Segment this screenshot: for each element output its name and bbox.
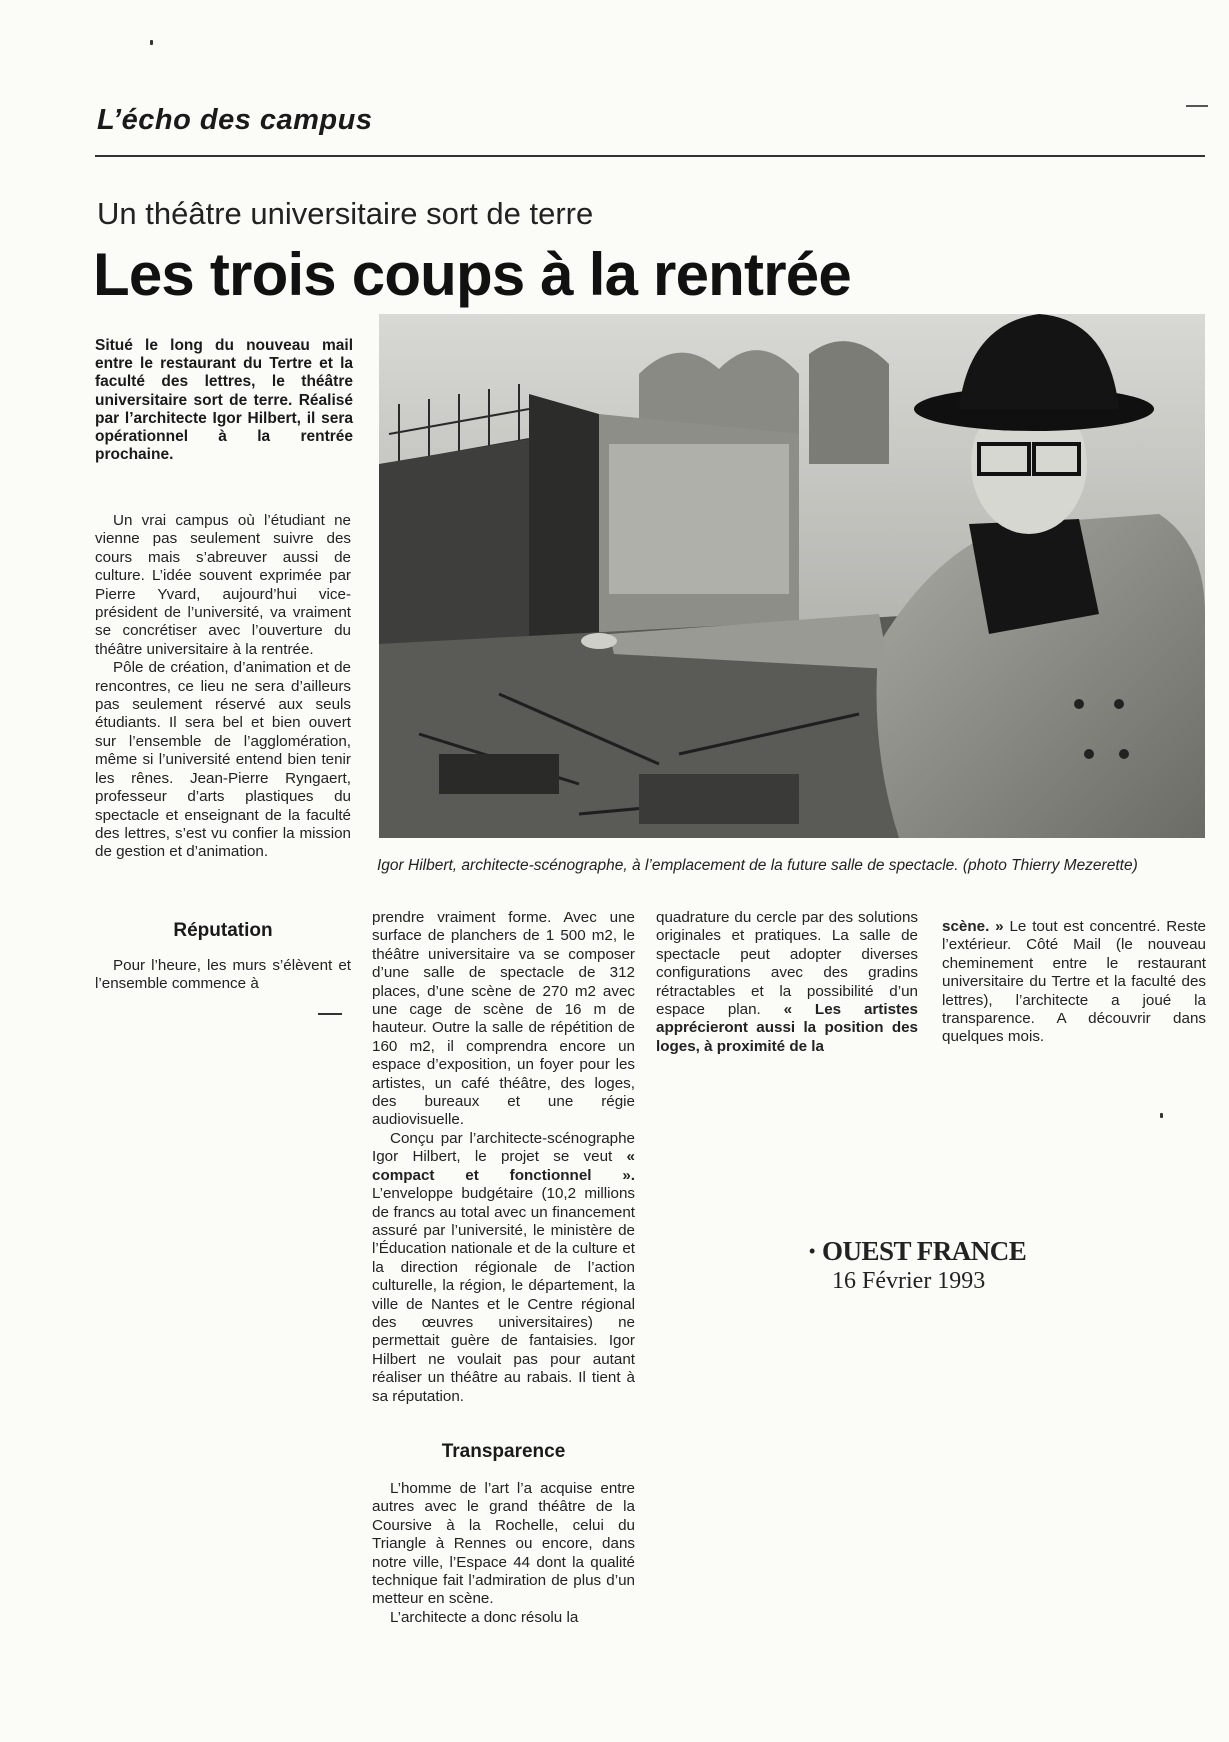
source-bullet: • bbox=[809, 1241, 816, 1261]
column-3 bbox=[656, 909, 918, 1056]
column-1-end bbox=[95, 957, 351, 994]
paragraph: L’homme de l’art l’a acquise entre autres avec le grand théâtre de la Coursive à la Rochelle, celui du Triangle à Rennes ou encore, dans notre ville, l’Espace 44 dont la qualité technique fait l’admiration de plus d’un metteur en scène. bbox=[372, 1480, 635, 1608]
article-photo bbox=[379, 314, 1205, 838]
source-name: OUEST FRANCE bbox=[822, 1236, 1027, 1266]
source-date: 16 Février 1993 bbox=[832, 1268, 986, 1294]
rubric-title: L’écho des campus bbox=[97, 104, 373, 136]
paragraph bbox=[942, 918, 1206, 1047]
paragraph bbox=[372, 1130, 635, 1406]
column-2 bbox=[372, 909, 635, 1406]
subhead-reputation: Réputation bbox=[173, 920, 273, 941]
quote-bold: « compact et fonctionnel ». bbox=[372, 1148, 635, 1184]
paragraph: Pôle de création, d’animation et de rencontres, ce lieu ne sera d’ailleurs pas seulement réservé aux seuls étudiants. Il sera bel et bien ouvert sur l’ensemble de l’agglomération, même si l’université entend bien tenir les rênes. Jean-Pierre Ryngaert, professeur d’arts plastiques du spectacle et enseignant de la faculté des lettres, s’est vu confier la mission de gestion et d’animation. bbox=[95, 659, 351, 861]
lead-paragraph: Situé le long du nouveau mail entre le restaurant du Tertre et la faculté des lettres, le théâtre universitaire sort de terre. Réalisé par l’architecte Igor Hilbert, il sera opérationnel à la rentrée prochaine. bbox=[95, 337, 353, 464]
headline: Les trois coups à la rentrée bbox=[93, 241, 851, 308]
scan-speck bbox=[150, 40, 153, 45]
quote-bold: scène. » bbox=[942, 918, 1004, 935]
scan-speck bbox=[1160, 1113, 1163, 1118]
paragraph: Pour l’heure, les murs s’élèvent et l’ensemble commence à bbox=[95, 957, 351, 993]
text-span: Conçu par l’architecte-scénographe Igor Hilbert, le projet se veut bbox=[372, 1129, 635, 1166]
paragraph: L’architecte a donc résolu la bbox=[390, 1608, 579, 1626]
text-span: L’enveloppe budgétaire (10,2 millions de francs au total avec un financement assuré par l’université, le ministère de l’Éducation nationale et de la culture et la direction régionale de l’action culturelle, la région, le département, la ville de Nantes et le Centre régional des œuvres universitaires) ne permettait guère de fantaisies. Igor Hilbert ne voulait pas pour autant réaliser un théâtre au rabais. Il tient à sa réputation. bbox=[372, 1185, 635, 1405]
column-1 bbox=[95, 512, 351, 862]
text-span: Le tout est concentré. Reste l’extérieur. Côté Mail (le nouveau cheminement entre le restaurant universitaire du Tertre et la faculté des lettres), l’architecte a joué la transparence. A découvrir dans quelques mois. bbox=[942, 918, 1206, 1046]
quote-bold: « Les artistes apprécieront aussi la position des loges, à proximité de la bbox=[656, 1001, 918, 1055]
header-rule bbox=[95, 155, 1205, 157]
photo-caption: Igor Hilbert, architecte-scénographe, à l’emplacement de la future salle de spectacle. (photo Thierry Mezerette) bbox=[377, 857, 1138, 874]
column-2-end bbox=[372, 1480, 635, 1627]
top-rule bbox=[1186, 105, 1208, 107]
paragraph: prendre vraiment forme. Avec une surface de planchers de 1 500 m2, le théâtre universitaire va se composer d’une salle de spectacle de 312 places, d’une scène de 270 m2 avec une cage de scène de 16 m de hauteur. Outre la salle de répétition de 160 m2, il comprendra encore un espace d’exposition, un foyer pour les artistes, un café théâtre, des loges, des bureaux et une régie audiovisuelle. bbox=[372, 909, 635, 1129]
paragraph: Un vrai campus où l’étudiant ne vienne pas seulement suivre des cours mais s’abreuver aussi de culture. L’idée souvent exprimée par Pierre Yvard, aujourd’hui vice-président de l’université, va vraiment se concrétiser avec l’ouverture du théâtre universitaire à la rentrée. bbox=[95, 512, 351, 658]
photo-illustration bbox=[379, 314, 1205, 838]
paragraph bbox=[656, 909, 918, 1056]
column-4 bbox=[942, 918, 1206, 1047]
subhead-transparence: Transparence bbox=[441, 1441, 566, 1462]
kicker: Un théâtre universitaire sort de terre bbox=[97, 196, 594, 231]
continuation-dash bbox=[318, 1013, 342, 1015]
text-span: quadrature du cercle par des solutions originales et pratiques. La salle de spectacle peut adopter diverses configurations avec des gradins rétractables et la possibilité d’un espace plan. bbox=[656, 909, 918, 1019]
